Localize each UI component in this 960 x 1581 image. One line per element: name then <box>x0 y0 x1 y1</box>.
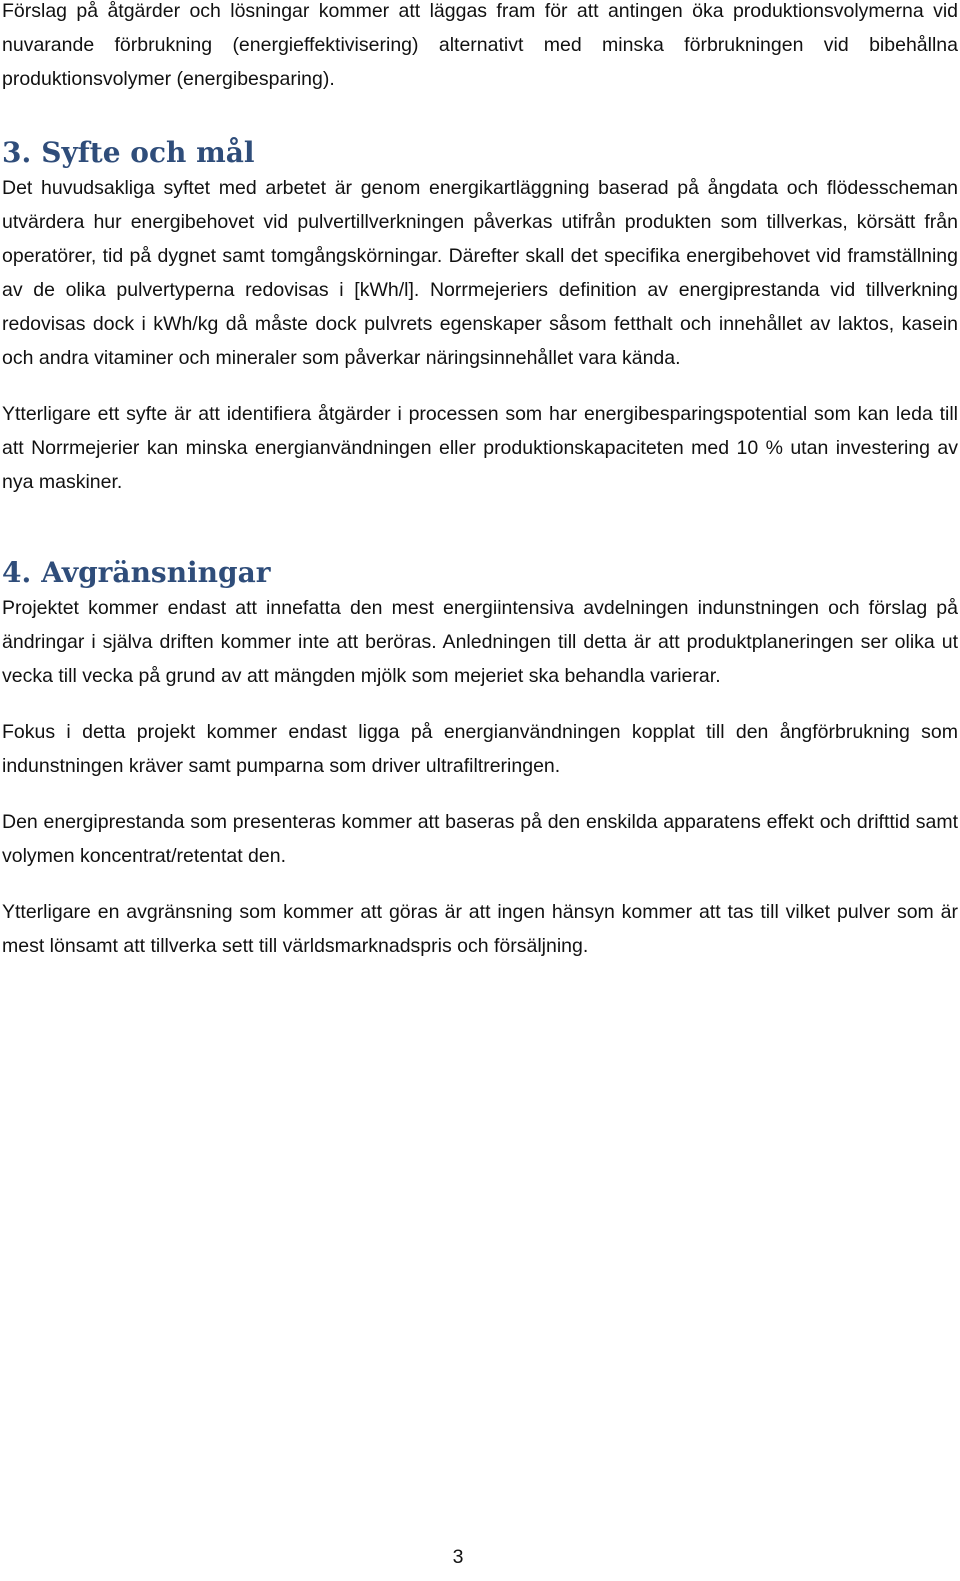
page-number-text: 3 <box>452 1546 464 1568</box>
section-title: Syfte och mål <box>41 136 255 169</box>
syfte-paragraph-1: Det huvudsakliga syftet med arbetet är genom energikartläggning baserad på ångdata och flödesscheman utvärdera hur energibehovet vid pulvertillverkningen påverkas utifrån produkten som tillverkas, körsätt från operatörer, tid på dygnet samt tomgångskörningar. Därefter skall det specifika energibehovet vid framställning av de olika pulvertyperna redovisas i [kWh/l]. Norrmejeriers definition av energiprestanda vid tillverkning redovisas dock i kWh/kg då måste dock pulvrets egenskaper såsom fetthalt och innehållet av laktos, kasein och andra vitaminer och mineraler som påverkar näringsinnehållet vara kända. <box>2 177 958 369</box>
avgransningar-paragraph-2: Fokus i detta projekt kommer endast ligga på energianvändningen kopplat till den ångförbrukning som indunstningen kräver samt pumparna som driver ultrafiltreringen. <box>2 721 958 777</box>
intro-paragraph: Förslag på åtgärder och lösningar kommer att läggas fram för att antingen öka produktionsvolymerna vid nuvarande förbrukning (energieffektivisering) alternativt med minska förbrukningen vid bibehållna produktionsvolymer (energibesparing). <box>2 0 958 90</box>
section-number: 4. <box>2 556 32 589</box>
section-heading-avgransningar <box>2 555 958 591</box>
syfte-paragraph-2: Ytterligare ett syfte är att identifiera åtgärder i processen som har energibesparingspotential som kan leda till att Norrmejerier kan minska energianvändningen eller produktionskapaciteten med 10 % utan investering av nya maskiner. <box>2 403 958 493</box>
avgransningar-paragraph-4: Ytterligare en avgränsning som kommer att göras är att ingen hänsyn kommer att tas till vilket pulver som är mest lönsamt att tillverka sett till världsmarknadspris och försäljning. <box>2 901 958 957</box>
section-heading-syfte <box>2 135 958 171</box>
page-number <box>0 1543 960 1571</box>
avgransningar-paragraph-3: Den energiprestanda som presenteras kommer att baseras på den enskilda apparatens effekt och drifttid samt volymen koncentrat/retentat den. <box>2 811 958 867</box>
document-page <box>2 0 958 963</box>
avgransningar-paragraph-1: Projektet kommer endast att innefatta den mest energiintensiva avdelningen indunstningen och förslag på ändringar i själva driften kommer inte att beröras. Anledningen till detta är att produktplaneringen ser olika ut vecka till vecka på grund av att mängden mjölk som mejeriet ska behandla varierar. <box>2 597 958 687</box>
section-title: Avgränsningar <box>41 556 271 589</box>
section-number: 3. <box>2 136 32 169</box>
